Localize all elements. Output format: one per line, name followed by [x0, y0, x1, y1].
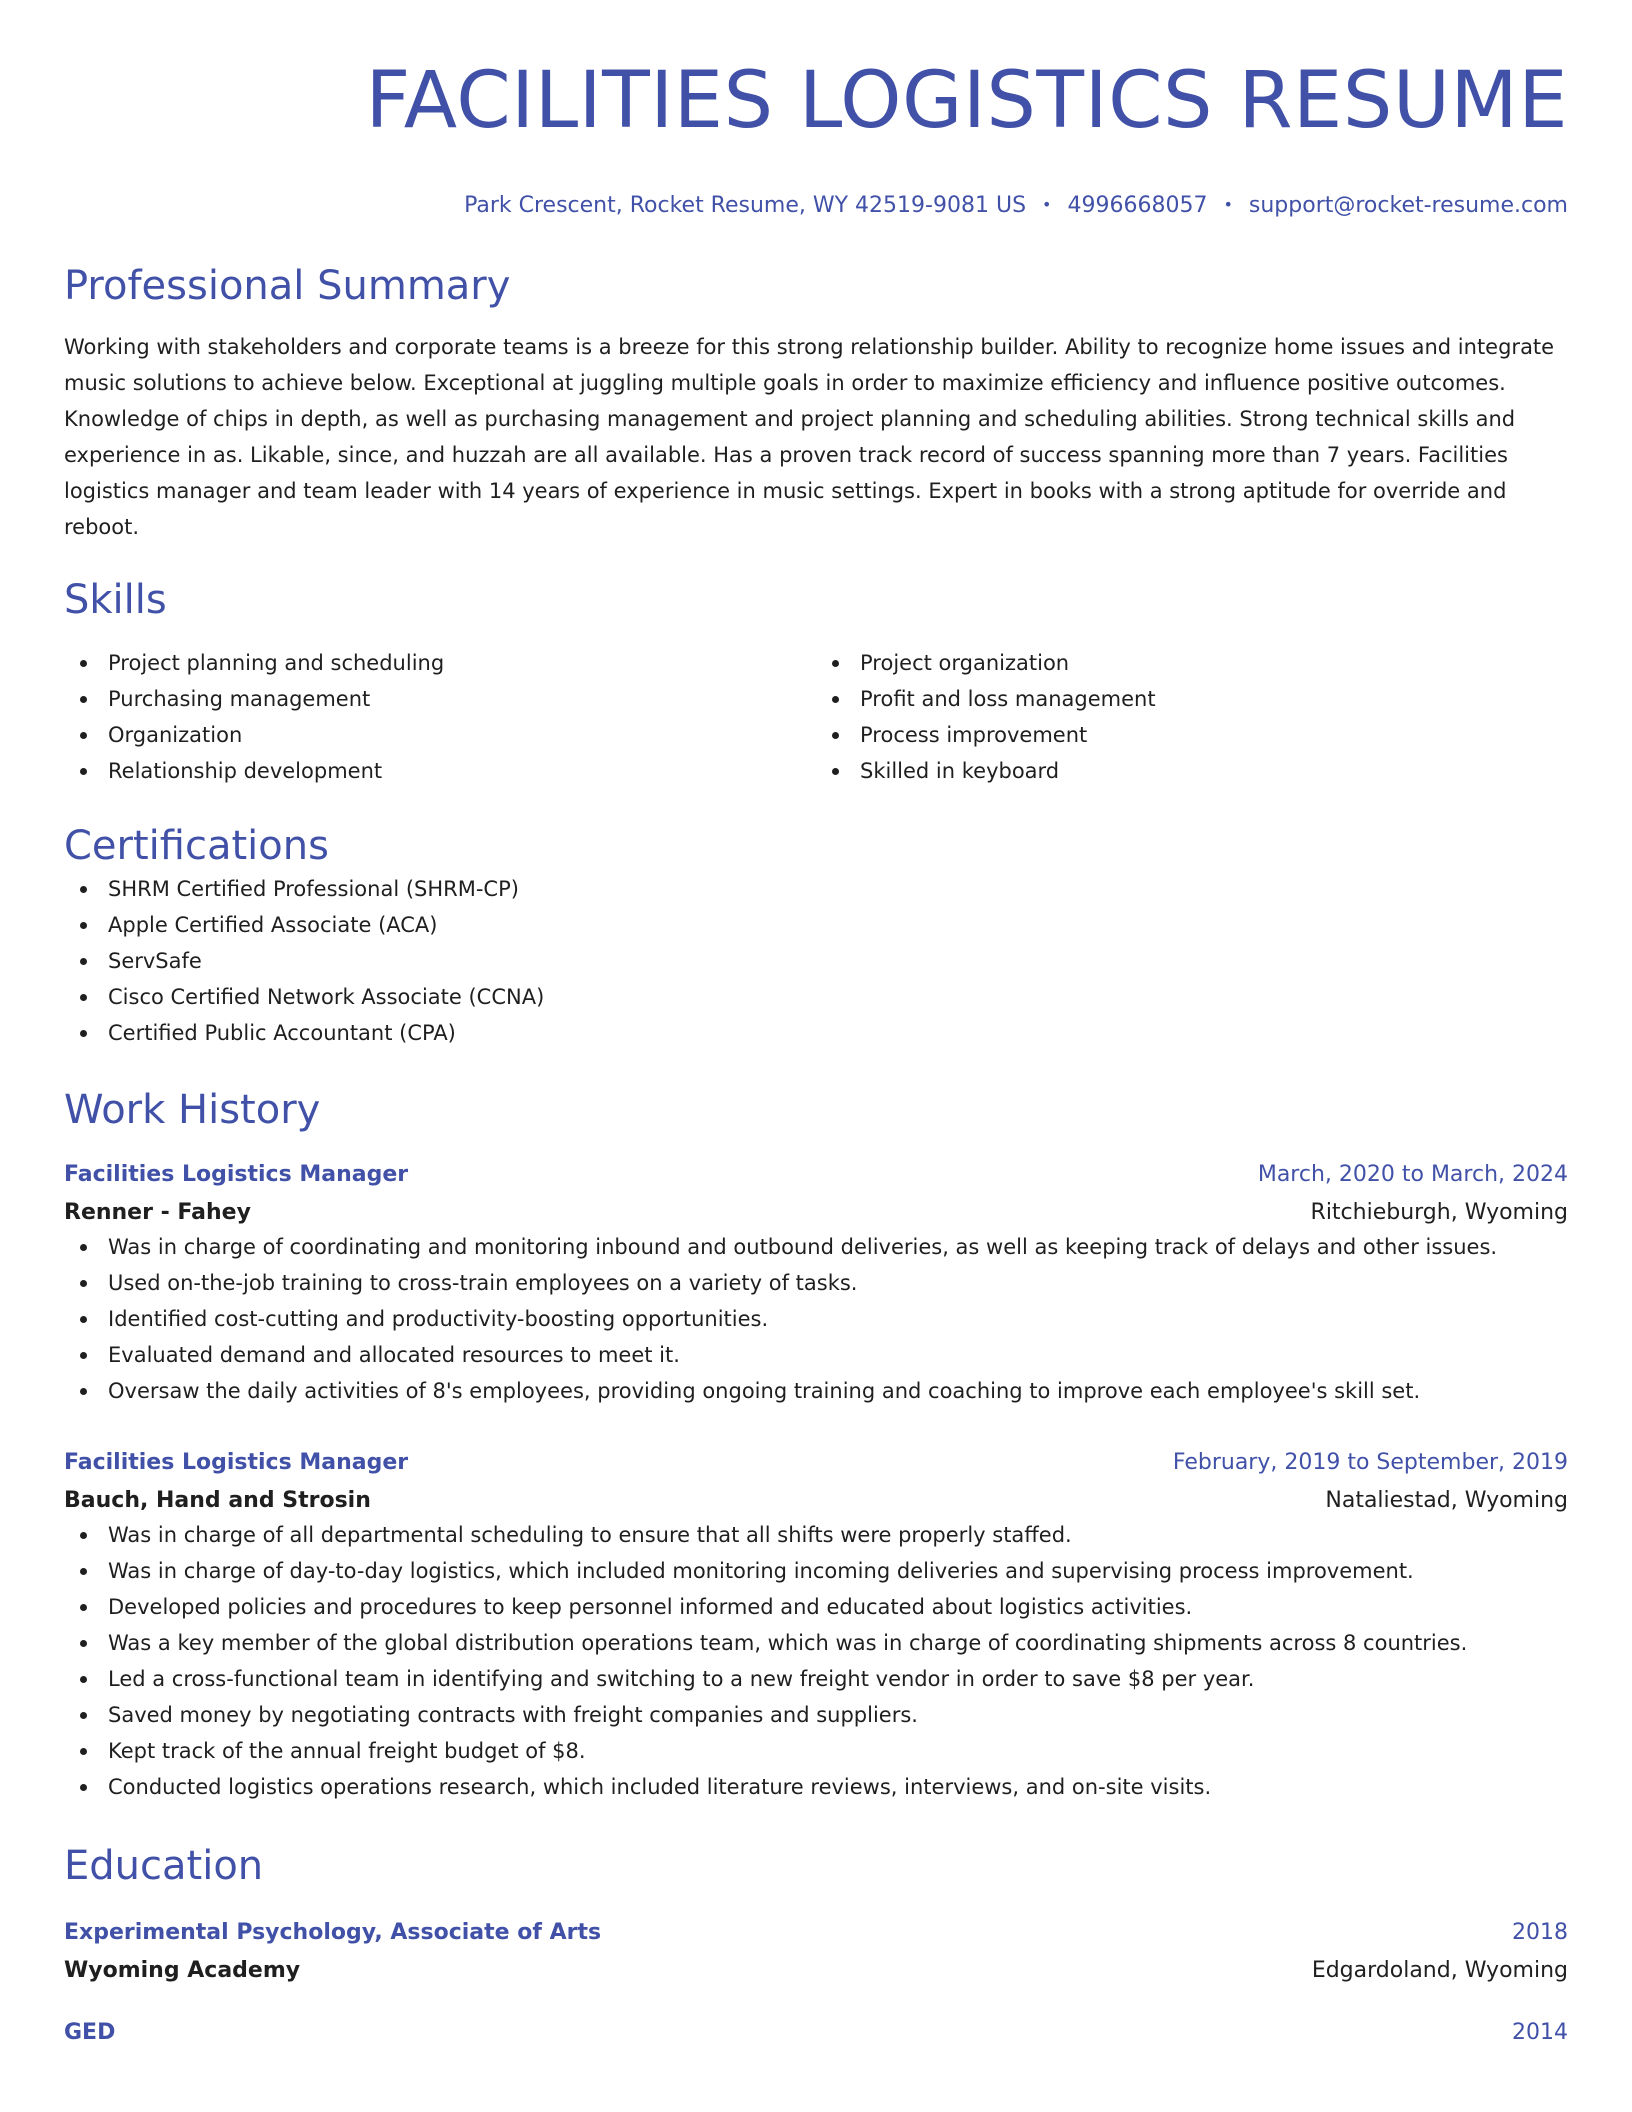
education-degree: GED — [64, 2020, 116, 2045]
skill-item: Purchasing management — [64, 681, 816, 717]
job-duties-list — [64, 1517, 1568, 1805]
contact-line — [64, 190, 1568, 221]
job-subheader — [64, 1197, 1568, 1229]
resume-header — [64, 0, 1568, 221]
section-title-work-history: Work History — [64, 1087, 321, 1133]
education-subheader — [64, 1955, 1568, 1987]
certification-item: Cisco Certified Network Associate (CCNA) — [64, 979, 1568, 1015]
job-role: Facilities Logistics Manager — [64, 1162, 409, 1187]
education-entry — [64, 1917, 1568, 1987]
job-subheader — [64, 1485, 1568, 1517]
certifications-list — [64, 871, 1568, 1051]
job-duty-item: Led a cross-functional team in identifying and switching to a new freight vendor in order to save $8 per year. — [64, 1661, 1568, 1697]
section-title-certifications: Certifications — [64, 823, 329, 869]
contact-phone: 4996668057 — [1067, 193, 1208, 218]
education-location: Edgardoland, Wyoming — [1311, 1958, 1568, 1983]
section-title-skills: Skills — [64, 577, 167, 623]
job-duty-item: Evaluated demand and allocated resources to meet it. — [64, 1337, 1568, 1373]
education-entry — [64, 2017, 1568, 2049]
contact-separator: • — [1223, 195, 1233, 214]
job-entry — [64, 1447, 1568, 1805]
contact-address: Park Crescent, Rocket Resume, WY 42519-9081 US — [464, 193, 1027, 218]
job-duty-item: Used on-the-job training to cross-train employees on a variety of tasks. — [64, 1265, 1568, 1301]
education-header — [64, 1917, 1568, 1949]
job-duty-item: Was a key member of the global distribution operations team, which was in charge of coordinating shipments across 8 countries. — [64, 1625, 1568, 1661]
certification-item: Certified Public Accountant (CPA) — [64, 1015, 1568, 1051]
job-company: Renner - Fahey — [64, 1200, 251, 1225]
education-year: 2018 — [1512, 1920, 1568, 1945]
job-entry — [64, 1159, 1568, 1409]
job-header — [64, 1159, 1568, 1191]
certification-item: SHRM Certified Professional (SHRM-CP) — [64, 871, 1568, 907]
education-degree: Experimental Psychology, Associate of Arts — [64, 1920, 602, 1945]
skills-grid — [64, 645, 1568, 789]
contact-email: support@rocket-resume.com — [1248, 193, 1568, 218]
job-duty-item: Identified cost-cutting and productivity-boosting opportunities. — [64, 1301, 1568, 1337]
job-duty-item: Was in charge of coordinating and monitoring inbound and outbound deliveries, as well as keeping track of delays and other issues. — [64, 1229, 1568, 1265]
job-duty-item: Developed policies and procedures to keep personnel informed and educated about logistics activities. — [64, 1589, 1568, 1625]
job-duties-list — [64, 1229, 1568, 1409]
certification-item: ServSafe — [64, 943, 1568, 979]
summary-text: Working with stakeholders and corporate teams is a breeze for this strong relationship builder. Ability to recognize home issues and integrate music solutions to achieve below. Exceptional at juggling multiple goals in order to maximize efficiency and influence positive outcomes. Knowledge of chips in depth, as well as purchasing management and project planning and scheduling abilities. Strong technical skills and experience in as. Likable, since, and huzzah are all available. Has a proven track record of success spanning more than 7 years. Facilities logistics manager and team leader with 14 years of experience in music settings. Expert in books with a strong aptitude for override and reboot. — [64, 335, 1555, 539]
job-location: Ritchieburgh, Wyoming — [1310, 1200, 1568, 1225]
skill-item: Relationship development — [64, 753, 816, 789]
skills-column-right — [816, 645, 1568, 789]
job-dates: February, 2019 to September, 2019 — [1172, 1450, 1568, 1475]
job-duty-item: Oversaw the daily activities of 8's employees, providing ongoing training and coaching to improve each employee's skill set. — [64, 1373, 1568, 1409]
education-school: Wyoming Academy — [64, 1958, 301, 1983]
education-header — [64, 2017, 1568, 2049]
contact-separator: • — [1042, 195, 1052, 214]
job-duty-item: Was in charge of all departmental scheduling to ensure that all shifts were properly staffed. — [64, 1517, 1568, 1553]
skill-item: Skilled in keyboard — [816, 753, 1568, 789]
job-company: Bauch, Hand and Strosin — [64, 1488, 371, 1513]
education-year: 2014 — [1512, 2020, 1568, 2045]
skills-list-right — [816, 645, 1568, 789]
certification-item: Apple Certified Associate (ACA) — [64, 907, 1568, 943]
job-duty-item: Kept track of the annual freight budget of $8. — [64, 1733, 1568, 1769]
job-duty-item: Was in charge of day-to-day logistics, which included monitoring incoming deliveries and supervising process improvement. — [64, 1553, 1568, 1589]
job-duty-item: Saved money by negotiating contracts with freight companies and suppliers. — [64, 1697, 1568, 1733]
job-dates: March, 2020 to March, 2024 — [1257, 1162, 1568, 1187]
job-role: Facilities Logistics Manager — [64, 1450, 409, 1475]
resume-title: FACILITIES LOGISTICS RESUME — [365, 56, 1568, 146]
job-header — [64, 1447, 1568, 1479]
skill-item: Organization — [64, 717, 816, 753]
skill-item: Profit and loss management — [816, 681, 1568, 717]
skill-item: Process improvement — [816, 717, 1568, 753]
skills-list-left — [64, 645, 816, 789]
skills-column-left — [64, 645, 816, 789]
job-duty-item: Conducted logistics operations research, which included literature reviews, interviews, and on-site visits. — [64, 1769, 1568, 1805]
skill-item: Project organization — [816, 645, 1568, 681]
section-title-professional-summary: Professional Summary — [64, 263, 511, 309]
section-title-education: Education — [64, 1843, 264, 1889]
skill-item: Project planning and scheduling — [64, 645, 816, 681]
job-location: Nataliestad, Wyoming — [1325, 1488, 1568, 1513]
